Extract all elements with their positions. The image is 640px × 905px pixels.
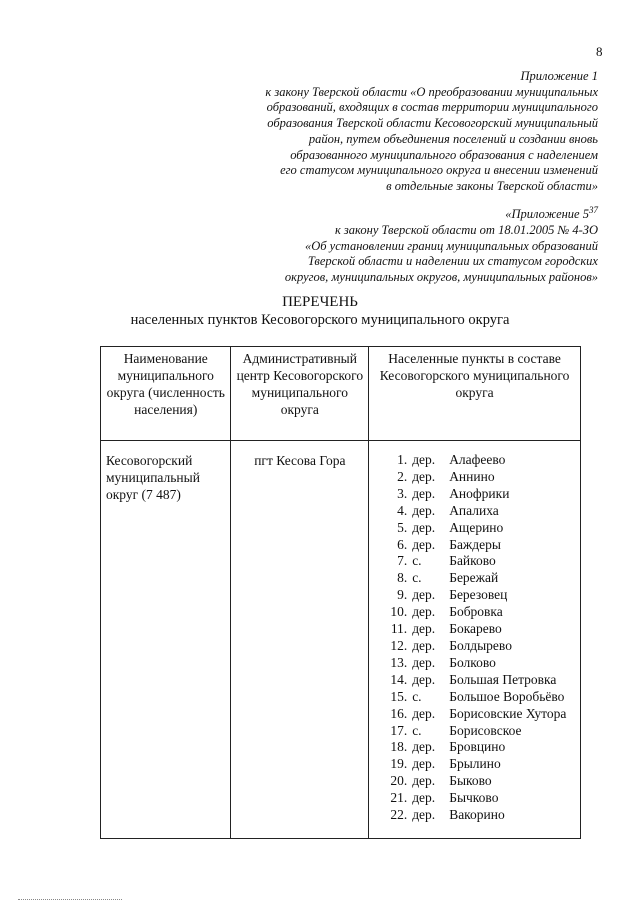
settlements-cell	[369, 441, 581, 839]
settlement-item	[381, 452, 576, 469]
settlement-type: с.	[412, 553, 422, 569]
settlement-number: 20.	[390, 773, 408, 789]
settlement-name: Болдырево	[449, 637, 512, 653]
appendix-2-label-superscript: 37	[589, 205, 598, 215]
settlement-type: дер.	[412, 519, 436, 535]
settlement-number: 13.	[390, 654, 408, 670]
settlement-number: 3.	[397, 485, 408, 501]
appendix-1-line: образований, входящих в состав территории муниципального	[266, 100, 598, 115]
settlement-name: Бровцино	[449, 739, 506, 755]
document-title: ПЕРЕЧЕНЬ	[282, 294, 358, 310]
appendix-1-line: его статусом муниципального округа и внесении изменений	[280, 163, 598, 178]
settlement-type: дер.	[412, 790, 436, 806]
settlement-name: Борисовское	[449, 722, 522, 738]
appendix-1-block	[265, 69, 598, 195]
settlement-name: Апалиха	[449, 502, 499, 518]
settlement-type: дер.	[412, 756, 436, 772]
settlement-name: Ащерино	[449, 519, 504, 535]
settlement-number: 19.	[390, 756, 408, 772]
settlement-item	[381, 672, 576, 689]
settlement-list	[381, 452, 576, 824]
settlement-name: Быково	[449, 773, 492, 789]
appendix-2-line: к закону Тверской области от 18.01.2005 № 4-ЗО	[334, 222, 598, 237]
settlement-number: 5.	[397, 519, 408, 535]
settlement-item	[381, 689, 576, 706]
settlement-type: дер.	[412, 807, 436, 823]
settlement-name: Бережай	[449, 570, 499, 586]
settlement-number: 7.	[397, 553, 408, 569]
settlement-name: Большая Петровка	[449, 671, 557, 687]
settlement-item	[381, 739, 576, 756]
settlement-name: Борисовские Хутора	[449, 705, 567, 721]
document-subtitle: населенных пунктов Кесовогорского муниципального округа	[130, 312, 510, 328]
column-header-settlements: Населенные пункты в составе Кесовогорского муниципального округа	[369, 347, 581, 441]
settlement-number: 18.	[390, 739, 408, 755]
appendix-1-line: Приложение 1	[520, 69, 598, 83]
settlement-name: Брылино	[449, 756, 501, 772]
settlement-name: Болково	[449, 654, 496, 670]
settlement-type: с.	[412, 722, 422, 738]
table-header-row	[101, 347, 581, 441]
settlement-type: дер.	[412, 705, 436, 721]
settlement-item	[381, 621, 576, 638]
settlement-item	[381, 537, 576, 554]
settlement-type: дер.	[412, 452, 436, 467]
settlement-type: дер.	[412, 671, 436, 687]
settlement-type: дер.	[412, 502, 436, 518]
settlement-type: дер.	[412, 621, 436, 637]
settlement-number: 17.	[390, 722, 408, 738]
settlement-item	[381, 706, 576, 723]
settlement-type: дер.	[412, 485, 436, 501]
appendix-1-line: образования Тверской области Кесовогорский муниципальный	[267, 116, 598, 131]
settlement-type: дер.	[412, 654, 436, 670]
settlement-number: 16.	[390, 705, 408, 721]
appendix-2-line: округов, муниципальных округов, муниципальных районов»	[284, 269, 598, 284]
settlement-type: с.	[412, 688, 422, 704]
settlement-name: Березовец	[449, 587, 508, 603]
settlement-item	[381, 756, 576, 773]
settlement-number: 14.	[390, 671, 408, 687]
settlement-type: дер.	[412, 604, 436, 620]
settlement-type: с.	[412, 570, 422, 586]
settlement-item	[381, 503, 576, 520]
settlement-item	[381, 469, 576, 486]
footer-rule	[18, 899, 122, 900]
settlement-number: 8.	[397, 570, 408, 586]
settlement-number: 10.	[390, 604, 408, 620]
settlement-type: дер.	[412, 468, 436, 484]
settlement-name: Бокарево	[449, 621, 502, 637]
document-title-block	[0, 293, 640, 329]
appendix-1-line: образованного муниципального образования с наделением	[290, 147, 598, 162]
appendix-1-line: к закону Тверской области «О преобразовании муниципальных	[265, 84, 598, 99]
settlement-item	[381, 553, 576, 570]
settlement-number: 15.	[390, 688, 408, 704]
appendix-1-line: район, путем объединения поселений и создании вновь	[308, 131, 598, 146]
settlement-number: 6.	[397, 536, 408, 552]
district-name-cell: Кесовогорский муниципальный округ (7 487)	[101, 441, 231, 839]
appendix-2-label	[285, 203, 598, 223]
settlement-name: Бычково	[449, 790, 499, 806]
settlement-item	[381, 790, 576, 807]
settlement-type: дер.	[412, 637, 436, 653]
settlement-number: 21.	[390, 790, 408, 806]
appendix-2-block	[285, 203, 598, 286]
settlement-item	[381, 638, 576, 655]
settlement-number: 2.	[397, 468, 408, 484]
settlement-type: дер.	[412, 739, 436, 755]
settlement-name: Байково	[449, 553, 496, 569]
settlement-item	[381, 604, 576, 621]
appendix-2-line: Тверской области и наделении их статусом городских	[307, 254, 598, 269]
appendix-1-line: в отдельные законы Тверской области»	[386, 178, 598, 193]
settlement-number: 9.	[397, 587, 408, 603]
admin-center-cell: пгт Кесова Гора	[231, 441, 369, 839]
settlement-item	[381, 486, 576, 503]
settlement-item	[381, 587, 576, 604]
settlement-name: Большое Воробьёво	[449, 688, 565, 704]
settlement-name: Аннино	[449, 468, 495, 484]
settlement-item	[381, 570, 576, 587]
settlement-name: Анофрики	[449, 485, 510, 501]
settlement-number: 1.	[397, 452, 408, 467]
settlement-type: дер.	[412, 536, 436, 552]
table-row	[101, 441, 581, 839]
settlement-number: 12.	[390, 637, 408, 653]
settlement-item	[381, 520, 576, 537]
settlement-number: 11.	[390, 621, 408, 637]
column-header-admin-center: Административный центр Кесовогорского муниципального округа	[231, 347, 369, 441]
settlement-name: Бобровка	[449, 604, 503, 620]
settlement-number: 22.	[390, 807, 408, 823]
settlement-item	[381, 723, 576, 740]
page-number: 8	[596, 44, 603, 59]
settlement-name: Баждеры	[449, 536, 501, 552]
settlement-name: Вакорино	[449, 807, 505, 823]
settlement-type: дер.	[412, 587, 436, 603]
settlement-name: Алафеево	[449, 452, 506, 467]
appendix-2-label-text: «Приложение 5	[505, 207, 589, 222]
settlement-type: дер.	[412, 773, 436, 789]
settlement-item	[381, 655, 576, 672]
settlement-item	[381, 773, 576, 790]
appendix-2-line: «Об установлении границ муниципальных образований	[304, 238, 598, 253]
settlement-item	[381, 807, 576, 824]
column-header-district: Наименование муниципального округа (численность населения)	[101, 347, 231, 441]
settlements-table	[100, 346, 581, 839]
settlement-number: 4.	[397, 502, 408, 518]
